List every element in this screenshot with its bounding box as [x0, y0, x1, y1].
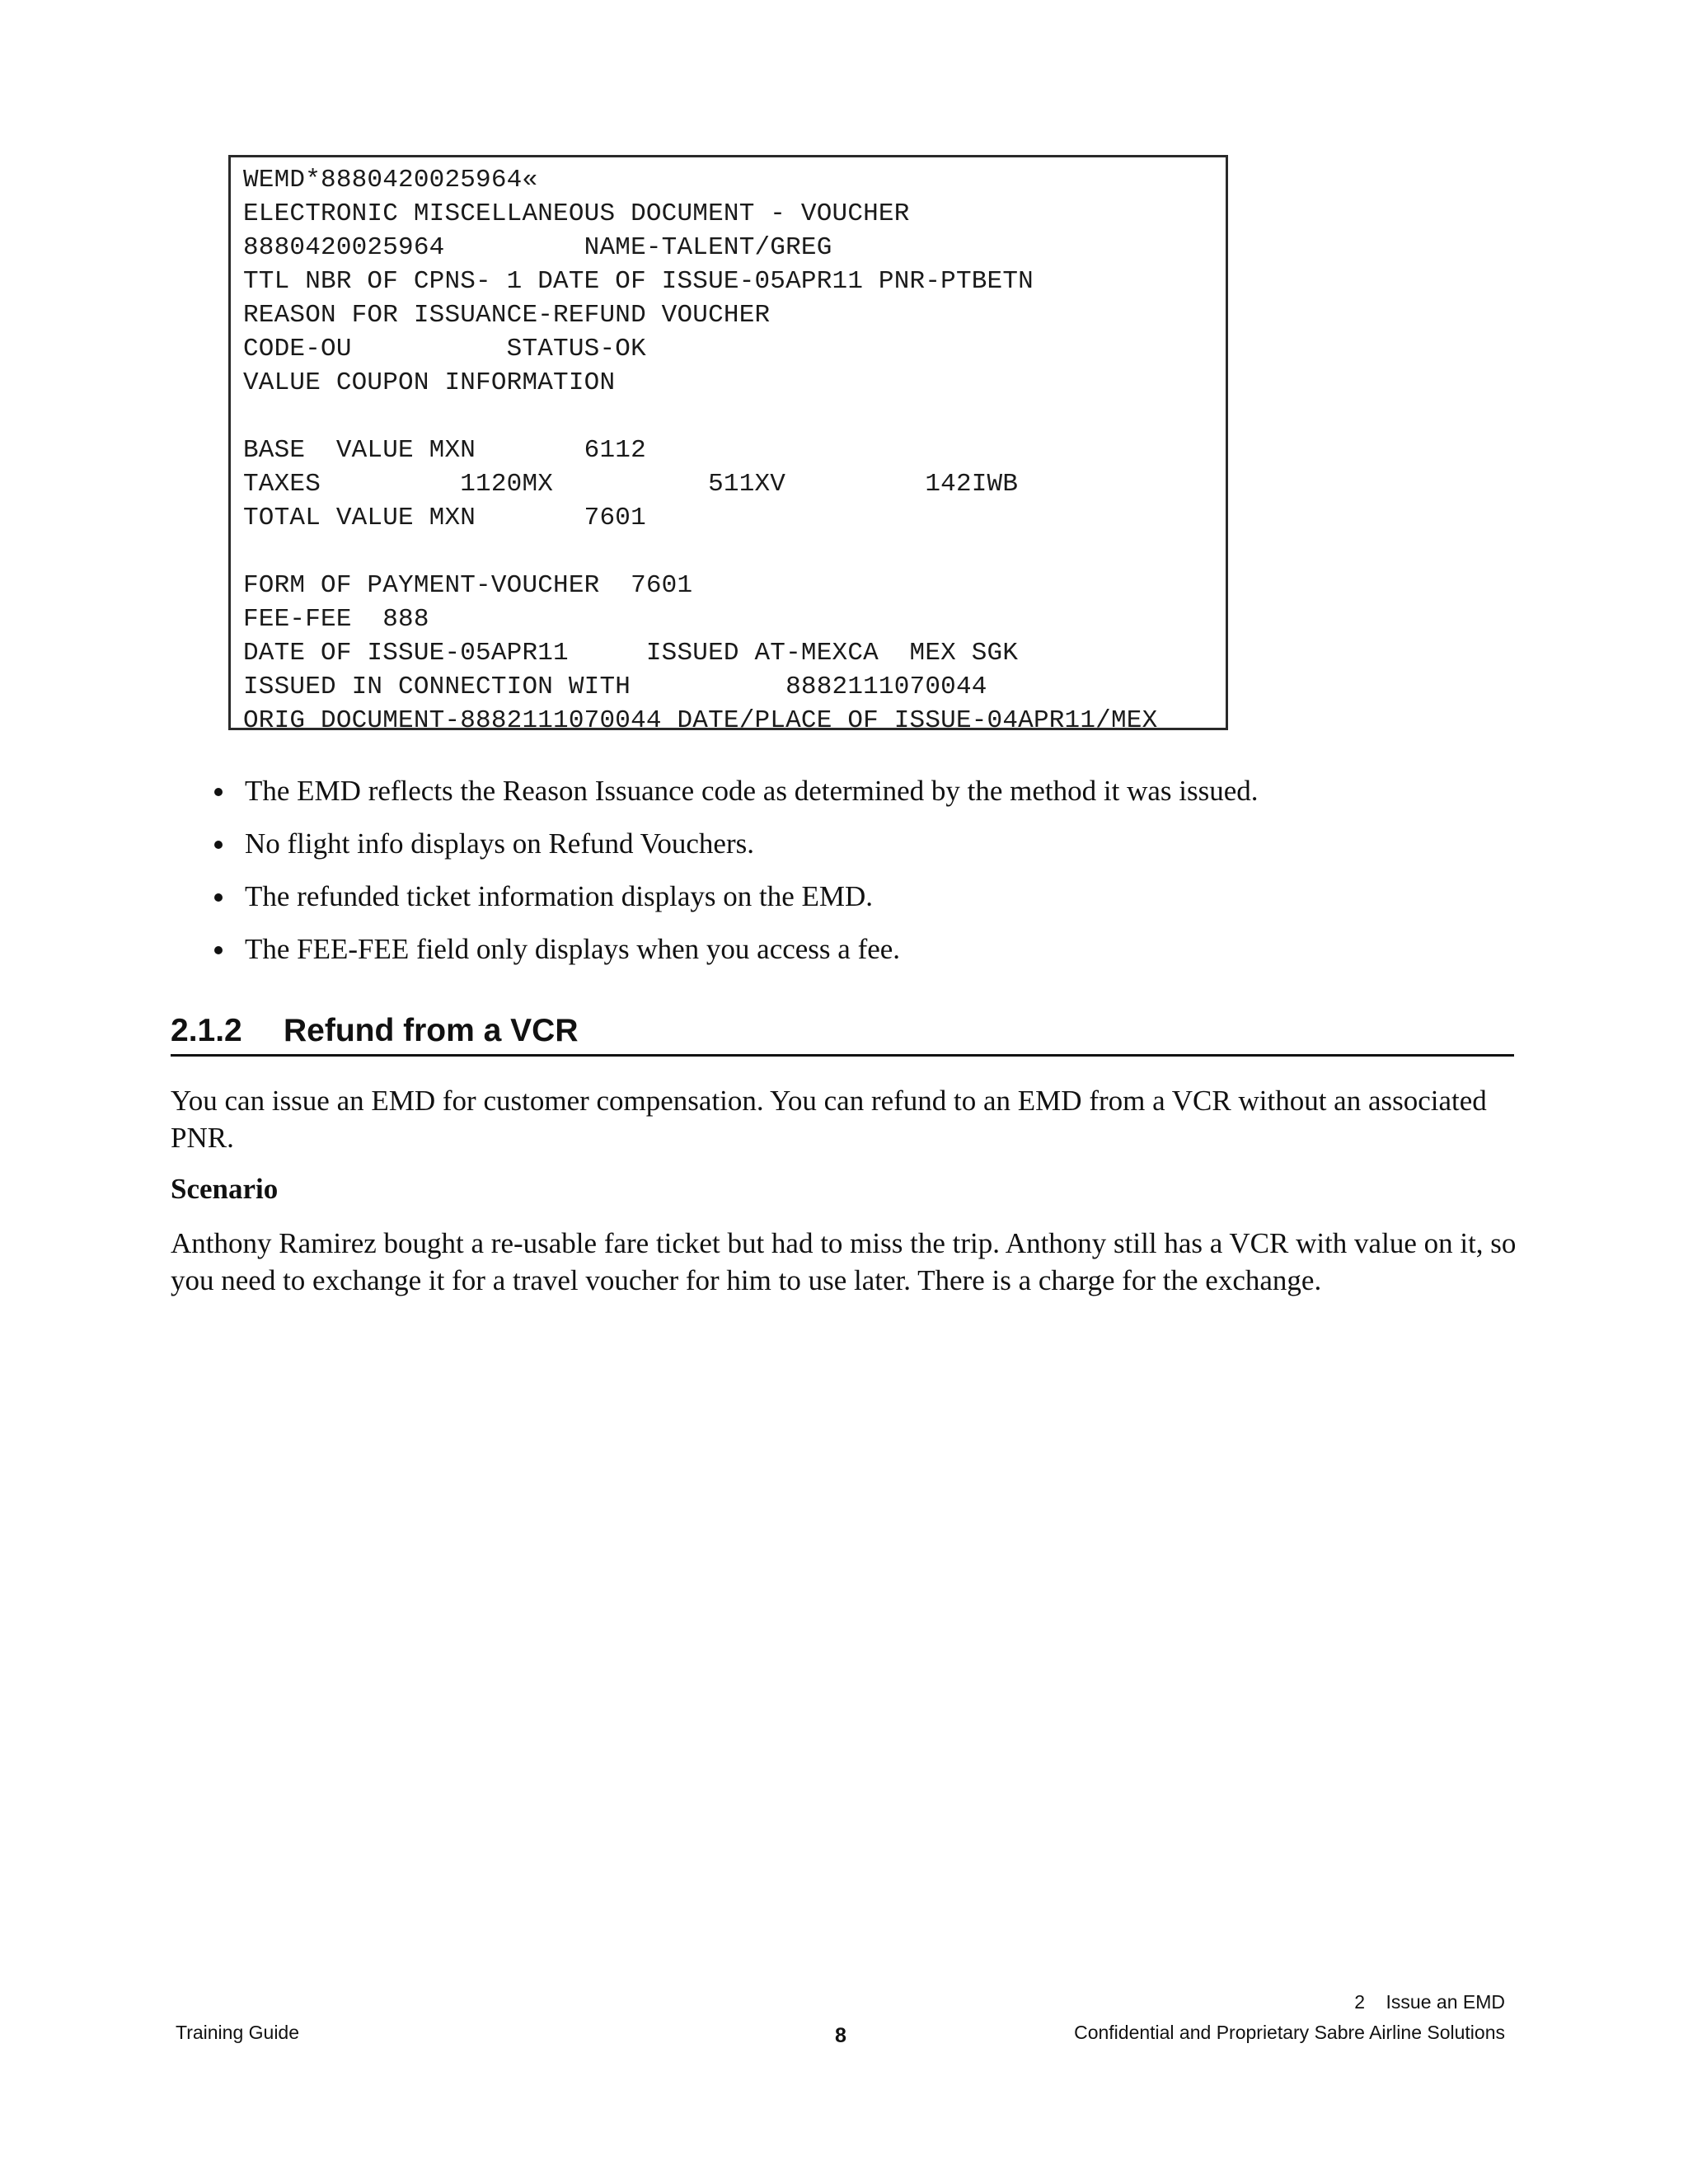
screen-line [243, 400, 1157, 434]
screen-line: ISSUED IN CONNECTION WITH 8882111070044 [243, 673, 987, 701]
intro-paragraph: You can issue an EMD for customer compensation. You can refund to an EMD from a VCR without an associated PNR. [171, 1085, 1487, 1154]
scenario-label: Scenario [171, 1173, 279, 1205]
bullet-item [214, 766, 1259, 819]
bullet-dot-icon [214, 893, 223, 902]
screen-line: TOTAL VALUE MXN 7601 [243, 504, 646, 532]
screen-line: FORM OF PAYMENT-VOUCHER 7601 [243, 571, 693, 600]
emd-screen-lines [243, 163, 1157, 738]
screen-line: BASE VALUE MXN 6112 [243, 436, 646, 465]
bullet-dot-icon [214, 841, 223, 849]
bullet-item [214, 819, 1259, 872]
footer-page-number: 8 [835, 2024, 846, 2047]
bullet-dot-icon [214, 788, 223, 796]
section-heading [171, 1008, 1514, 1057]
screen-line: TTL NBR OF CPNS- 1 DATE OF ISSUE-05APR11 PNR-PTBETN [243, 267, 1034, 296]
screen-line: REASON FOR ISSUANCE-REFUND VOUCHER [243, 301, 771, 330]
screen-line: ELECTRONIC MISCELLANEOUS DOCUMENT - VOUCHER [243, 199, 910, 228]
footer-guide-title: Training Guide [176, 2022, 300, 2043]
screen-line: TAXES 1120MX 511XV 142IWB [243, 470, 1019, 499]
screen-line: CODE-OU STATUS-OK [243, 335, 646, 363]
screen-line: ORIG DOCUMENT-8882111070044 DATE/PLACE OF ISSUE-04APR11/MEX [243, 706, 1158, 735]
bullet-item [214, 925, 1259, 977]
section-title: Refund from a VCR [284, 1013, 579, 1048]
section-number: 2.1.2 [171, 1013, 242, 1048]
emd-screen-capture [228, 155, 1228, 735]
footer-chapter: 2 Issue an EMD [1354, 1991, 1505, 2013]
screen-line: 8880420025964 NAME-TALENT/GREG [243, 233, 832, 262]
screen-line: FEE-FEE 888 [243, 605, 429, 634]
bullet-text: No flight info displays on Refund Vouchers. [245, 827, 754, 860]
screen-line: WEMD*8880420025964« [243, 166, 538, 194]
bullet-item [214, 872, 1259, 925]
screen-line: VALUE COUPON INFORMATION [243, 368, 616, 397]
bullet-dot-icon [214, 946, 223, 954]
screen-line: DATE OF ISSUE-05APR11 ISSUED AT-MEXCA MEX SGK [243, 639, 1019, 668]
bullet-text: The FEE-FEE field only displays when you access a fee. [245, 933, 901, 965]
bullet-text: The refunded ticket information displays on the EMD. [245, 880, 874, 912]
scenario-paragraph: Anthony Ramirez bought a re-usable fare ticket but had to miss the trip. Anthony still has a VCR with value on it, so you need to exchange it for a travel voucher for him to use later. There is a charge for the exchange. [171, 1227, 1517, 1296]
bullet-text: The EMD reflects the Reason Issuance code as determined by the method it was issued. [245, 775, 1259, 807]
screen-line [243, 535, 1157, 569]
notes-bullet-list [214, 766, 1259, 977]
footer-confidential: Confidential and Proprietary Sabre Airline Solutions [1074, 2022, 1505, 2043]
